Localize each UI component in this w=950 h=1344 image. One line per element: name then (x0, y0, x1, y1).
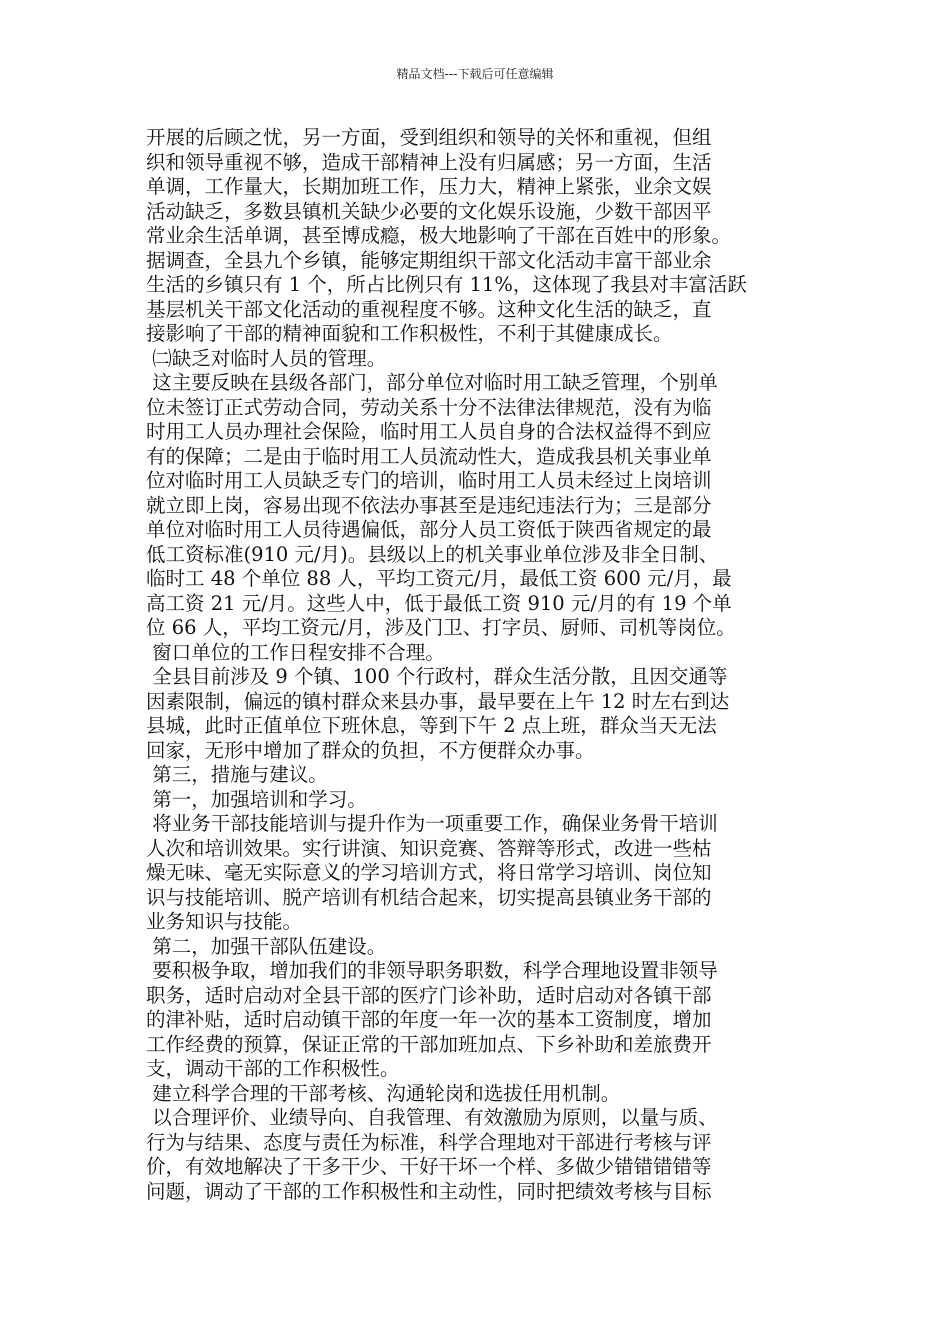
section-heading: 第二，加强干部队伍建设。 (146, 934, 387, 958)
text-line: 县城，此时正值单位下班休息，等到下午 2 点上班，群众当天无法 (146, 714, 717, 737)
text-line: 单调，工作量大，长期加班工作，压力大，精神上紧张，业余文娱 (146, 175, 712, 198)
text-line: 回家，无形中增加了群众的负担，不方便群众办事。 (146, 738, 595, 762)
text-line: 全县目前涉及 9 个镇、100 个行政村，群众生活分散，且因交通等 (146, 665, 728, 688)
text-line: 常业余生活单调，甚至博成瘾，极大地影响了干部在百姓中的形象。 (146, 224, 732, 247)
text-line: 识与技能培训、脱产培训有机结合起来，切实提高县镇业务干部的 (146, 885, 712, 909)
text-line: 这主要反映在县级各部门，部分单位对临时用工缺乏管理，个别单 (146, 371, 718, 394)
text-line: 位对临时用工人员缺乏专门的培训，临时用工人员未经过上岗培训 (146, 469, 712, 492)
text-line: 织和领导重视不够，造成干部精神上没有归属感；另一方面，生活 (146, 150, 712, 174)
text-line: 因素限制，偏远的镇村群众来县办事，最早要在上午 12 时左右到达 (146, 689, 730, 713)
text-line: 低工资标准(910 元/月)。县级以上的机关事业单位涉及非全日制、 (146, 542, 719, 566)
text-line: 的津补贴，适时启动镇干部的年度一年一次的基本工资制度，增加 (146, 1008, 712, 1031)
section-heading: ㈡缺乏对临时人员的管理。 (146, 346, 387, 370)
text-line: 行为与结果、态度与责任为标准，科学合理地对干部进行考核与评 (146, 1130, 712, 1154)
text-line: 将业务干部技能培训与提升作为一项重要工作，确保业务骨干培训 (146, 812, 718, 835)
text-line: 高工资 21 元/月。这些人中，低于最低工资 910 元/月的有 19 个单 (146, 591, 732, 615)
section-heading: 建立科学合理的干部考核、沟通轮岗和选拔任用机制。 (146, 1081, 621, 1105)
text-line: 职务，适时启动对全县干部的医疗门诊补助，适时启动对各镇干部 (146, 983, 712, 1007)
text-line: 活动缺乏，多数县镇机关缺少必要的文化娱乐设施，少数干部因平 (146, 199, 712, 223)
text-line: 以合理评价、业绩导向、自我管理、有效激励为原则，以量与质、 (146, 1106, 718, 1129)
text-line: 基层机关干部文化活动的重视程度不够。这种文化生活的缺乏，直 (146, 297, 712, 321)
text-line: 位未签订正式劳动合同，劳动关系十分不法律法律规范，没有为临 (146, 395, 712, 419)
text-line: 价，有效地解决了干多干少、干好干坏一个样、多做少错错错错等 (146, 1155, 712, 1178)
text-line: 问题，调动了干部的工作积极性和主动性，同时把绩效考核与目标 (146, 1179, 712, 1203)
section-heading: 第一，加强培训和学习。 (146, 787, 367, 811)
text-line: 生活的乡镇只有 1 个，所占比例只有 11%，这体现了我县对丰富活跃 (146, 273, 747, 296)
text-line: 燥无味、毫无实际意义的学习培训方式，将日常学习培训、岗位知 (146, 861, 712, 884)
text-line: 位 66 人，平均工资元/月，涉及门卫、打字员、厨师、司机等岗位。 (146, 616, 736, 639)
text-line: 单位对临时用工人员待遇偏低，部分人员工资低于陕西省规定的最 (146, 518, 712, 541)
section-heading: 第三，措施与建议。 (146, 763, 328, 786)
text-line: 有的保障；二是由于临时用工人员流动性大，造成我县机关事业单 (146, 444, 712, 468)
text-line: 业务知识与技能。 (146, 910, 303, 933)
document-body (146, 126, 814, 1204)
text-line: 支，调动干部的工作积极性。 (146, 1057, 400, 1080)
text-line: 接影响了干部的精神面貌和工作积极性，不利于其健康成长。 (146, 322, 673, 345)
text-line: 据调查，全县九个乡镇，能够定期组织干部文化活动丰富干部业余 (146, 248, 712, 272)
text-line: 临时工 48 个单位 88 人，平均工资元/月，最低工资 600 元/月，最 (146, 567, 732, 590)
text-line: 时用工人员办理社会保险，临时用工人员自身的合法权益得不到应 (146, 420, 712, 443)
text-line: 人次和培训效果。实行讲演、知识竞赛、答辩等形式，改进一些枯 (146, 836, 712, 860)
section-heading: 窗口单位的工作日程安排不合理。 (146, 640, 445, 664)
text-line: 就立即上岗，容易出现不依法办事甚至是违纪违法行为；三是部分 (146, 493, 712, 517)
text-line: 开展的后顾之忧，另一方面，受到组织和领导的关怀和重视，但组 (146, 126, 712, 149)
text-line: 工作经费的预算，保证正常的干部加班加点、下乡补助和差旅费开 (146, 1032, 712, 1056)
page-header: 精品文档---下载后可任意编辑 (396, 67, 554, 81)
text-line: 要积极争取，增加我们的非领导职务职数，科学合理地设置非领导 (146, 959, 718, 982)
